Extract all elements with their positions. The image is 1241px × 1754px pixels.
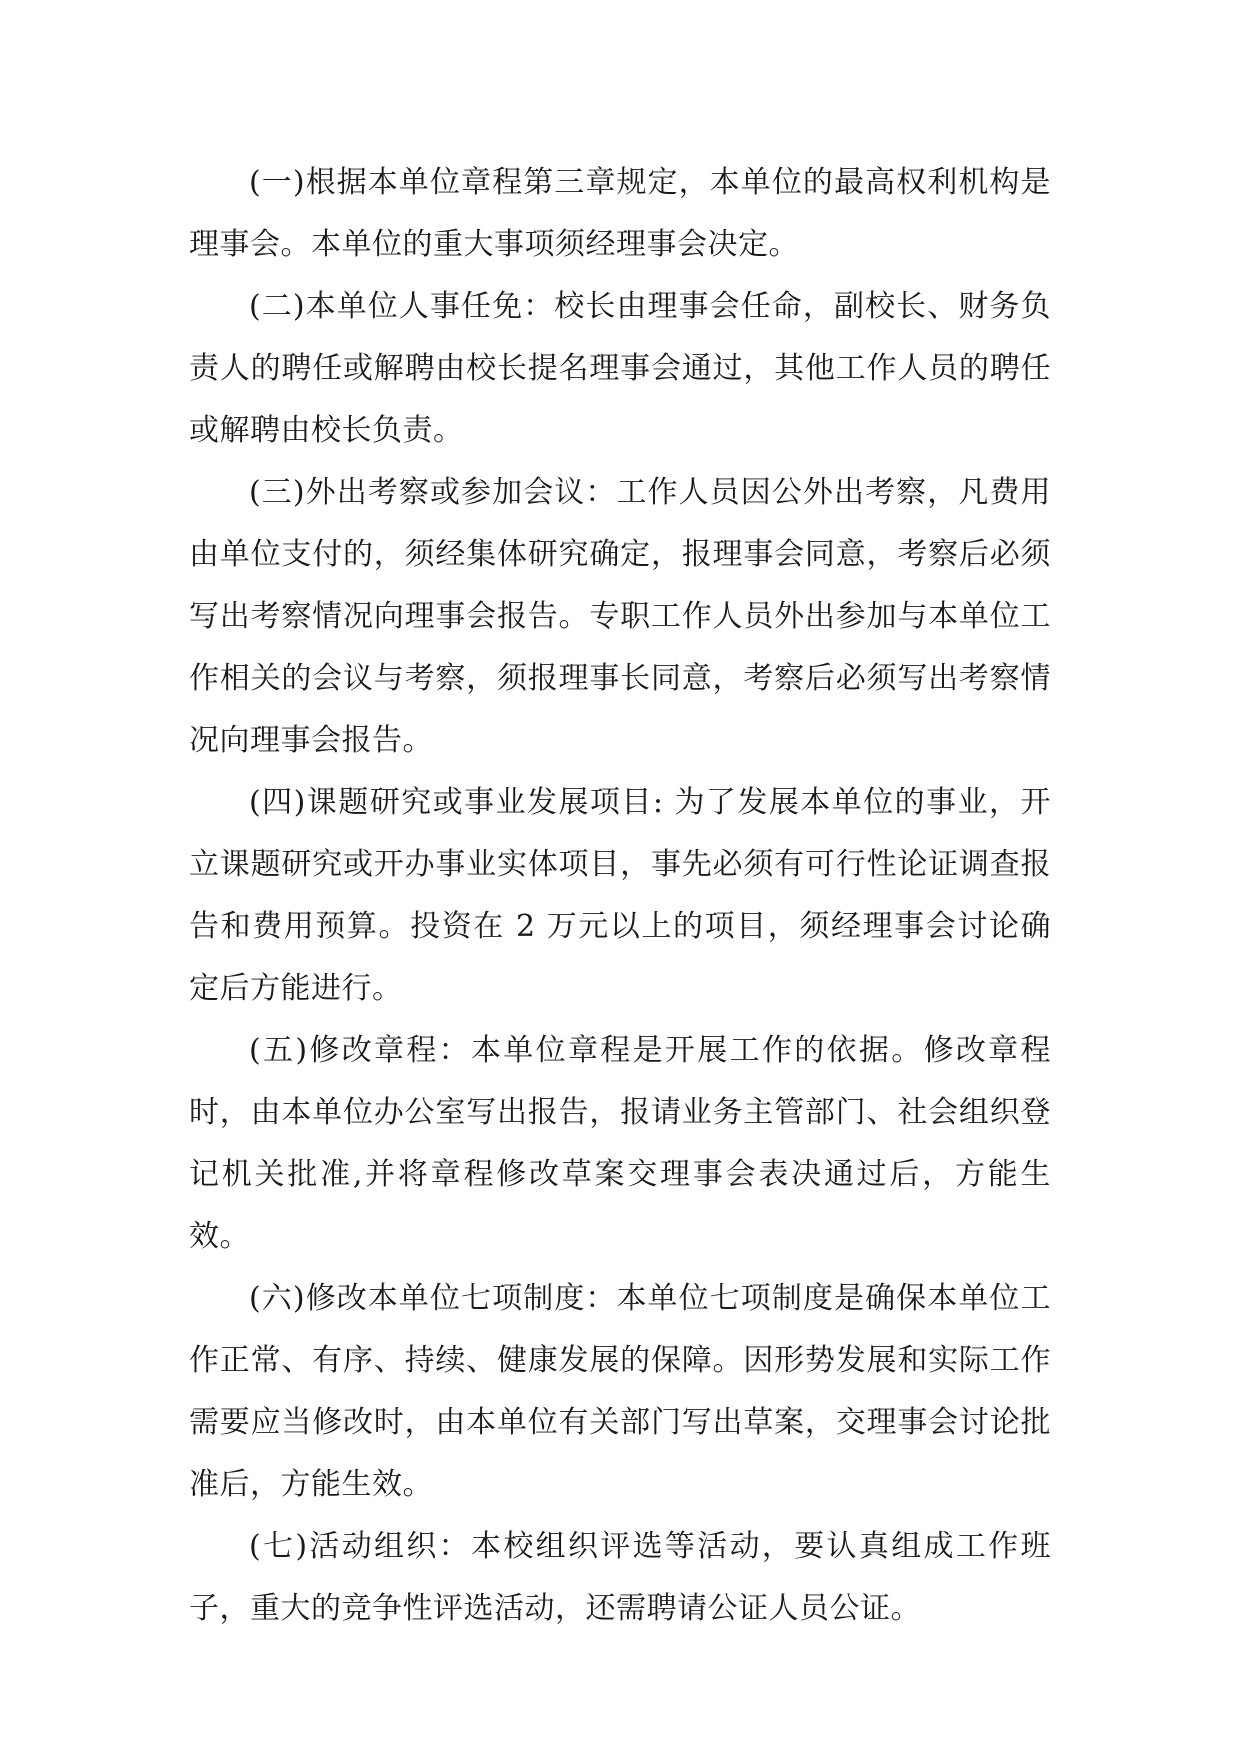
paragraph-1: (一)根据本单位章程第三章规定，本单位的最高权利机构是理事会。本单位的重大事项须经理事会决定。 bbox=[189, 165, 1051, 262]
paragraph-4: (四)课题研究或事业发展项目: 为了发展本单位的事业，开立课题研究或开办事业实体项目，事先必须有可行性论证调查报告和费用预算。投资在 2 万元以上的项目，须经理事会讨论确定后方能进行。 bbox=[189, 785, 1051, 1006]
document-body bbox=[189, 152, 1051, 1640]
paragraph-5: (五)修改章程：本单位章程是开展工作的依据。修改章程时，由本单位办公室写出报告，报请业务主管部门、社会组织登记机关批准,并将章程修改草案交理事会表决通过后，方能生效。 bbox=[189, 1033, 1051, 1254]
paragraph-3: (三)外出考察或参加会议：工作人员因公外出考察，凡费用由单位支付的，须经集体研究确定，报理事会同意，考察后必须写出考察情况向理事会报告。专职工作人员外出参加与本单位工作相关的会议与考察，须报理事长同意，考察后必须写出考察情况向理事会报告。 bbox=[189, 475, 1051, 758]
paragraph-2: (二)本单位人事任免：校长由理事会任命，副校长、财务负责人的聘任或解聘由校长提名理事会通过，其他工作人员的聘任或解聘由校长负责。 bbox=[189, 289, 1051, 448]
paragraph-7: (七)活动组织：本校组织评选等活动，要认真组成工作班子，重大的竞争性评选活动，还需聘请公证人员公证。 bbox=[189, 1529, 1051, 1626]
paragraph-6: (六)修改本单位七项制度：本单位七项制度是确保本单位工作正常、有序、持续、健康发展的保障。因形势发展和实际工作需要应当修改时，由本单位有关部门写出草案，交理事会讨论批准后，方能生效。 bbox=[189, 1281, 1051, 1502]
